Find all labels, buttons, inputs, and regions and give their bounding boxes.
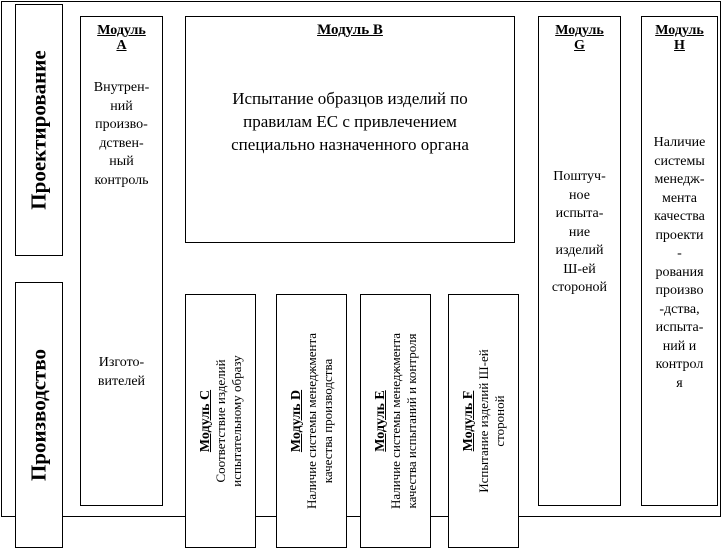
module-e-title: Модуль E — [372, 390, 388, 452]
module-c-title: Модуль С — [197, 389, 213, 453]
module-g-box — [538, 16, 621, 506]
module-a-text-bottom: Изгото- вителей — [97, 355, 146, 389]
module-d-box — [276, 294, 347, 548]
module-f-content: Модуль F Испытание изделий Ш-ей стороной — [460, 349, 506, 493]
module-a-text-top: Внутрен- ний произво- дствен- ный контроль — [93, 80, 150, 188]
module-h-box — [641, 16, 718, 506]
module-e-content: Модуль E Наличие системы менеджмента качества испытаний и контроля — [372, 332, 418, 510]
stage-design-label: Проектирование — [26, 50, 51, 210]
module-g-text: Поштуч- ное испыта- ние изделий Ш-ей стороной — [551, 169, 608, 295]
module-a-title: Модуль А — [97, 23, 146, 53]
module-g-title: Модуль G — [555, 23, 604, 53]
stage-design-box — [15, 4, 63, 256]
module-b-box — [185, 16, 515, 243]
module-f-box — [448, 294, 519, 548]
module-d-title: Модуль D — [288, 389, 304, 453]
module-f-title: Модуль F — [460, 390, 476, 452]
module-h-title: Модуль Н — [655, 23, 704, 53]
stage-production-label: Производство — [26, 348, 51, 482]
module-d-content: Модуль D Наличие системы менеджмента качества производства — [288, 332, 334, 510]
module-a-box — [80, 16, 163, 506]
module-e-box — [360, 294, 431, 548]
module-c-content: Модуль С Соответствие изделий испытательному образу — [197, 355, 243, 487]
module-b-text: Испытание образцов изделий по правилам ЕС с привлечением специально назначенного органа — [231, 89, 469, 154]
module-h-text: Наличие системы менедж- мента качества проекти - рования произво -дства, испыта- ний и контрол я — [653, 135, 706, 391]
module-b-title: Модуль В — [317, 22, 383, 38]
module-c-box — [185, 294, 256, 548]
stage-production-box — [15, 282, 63, 548]
